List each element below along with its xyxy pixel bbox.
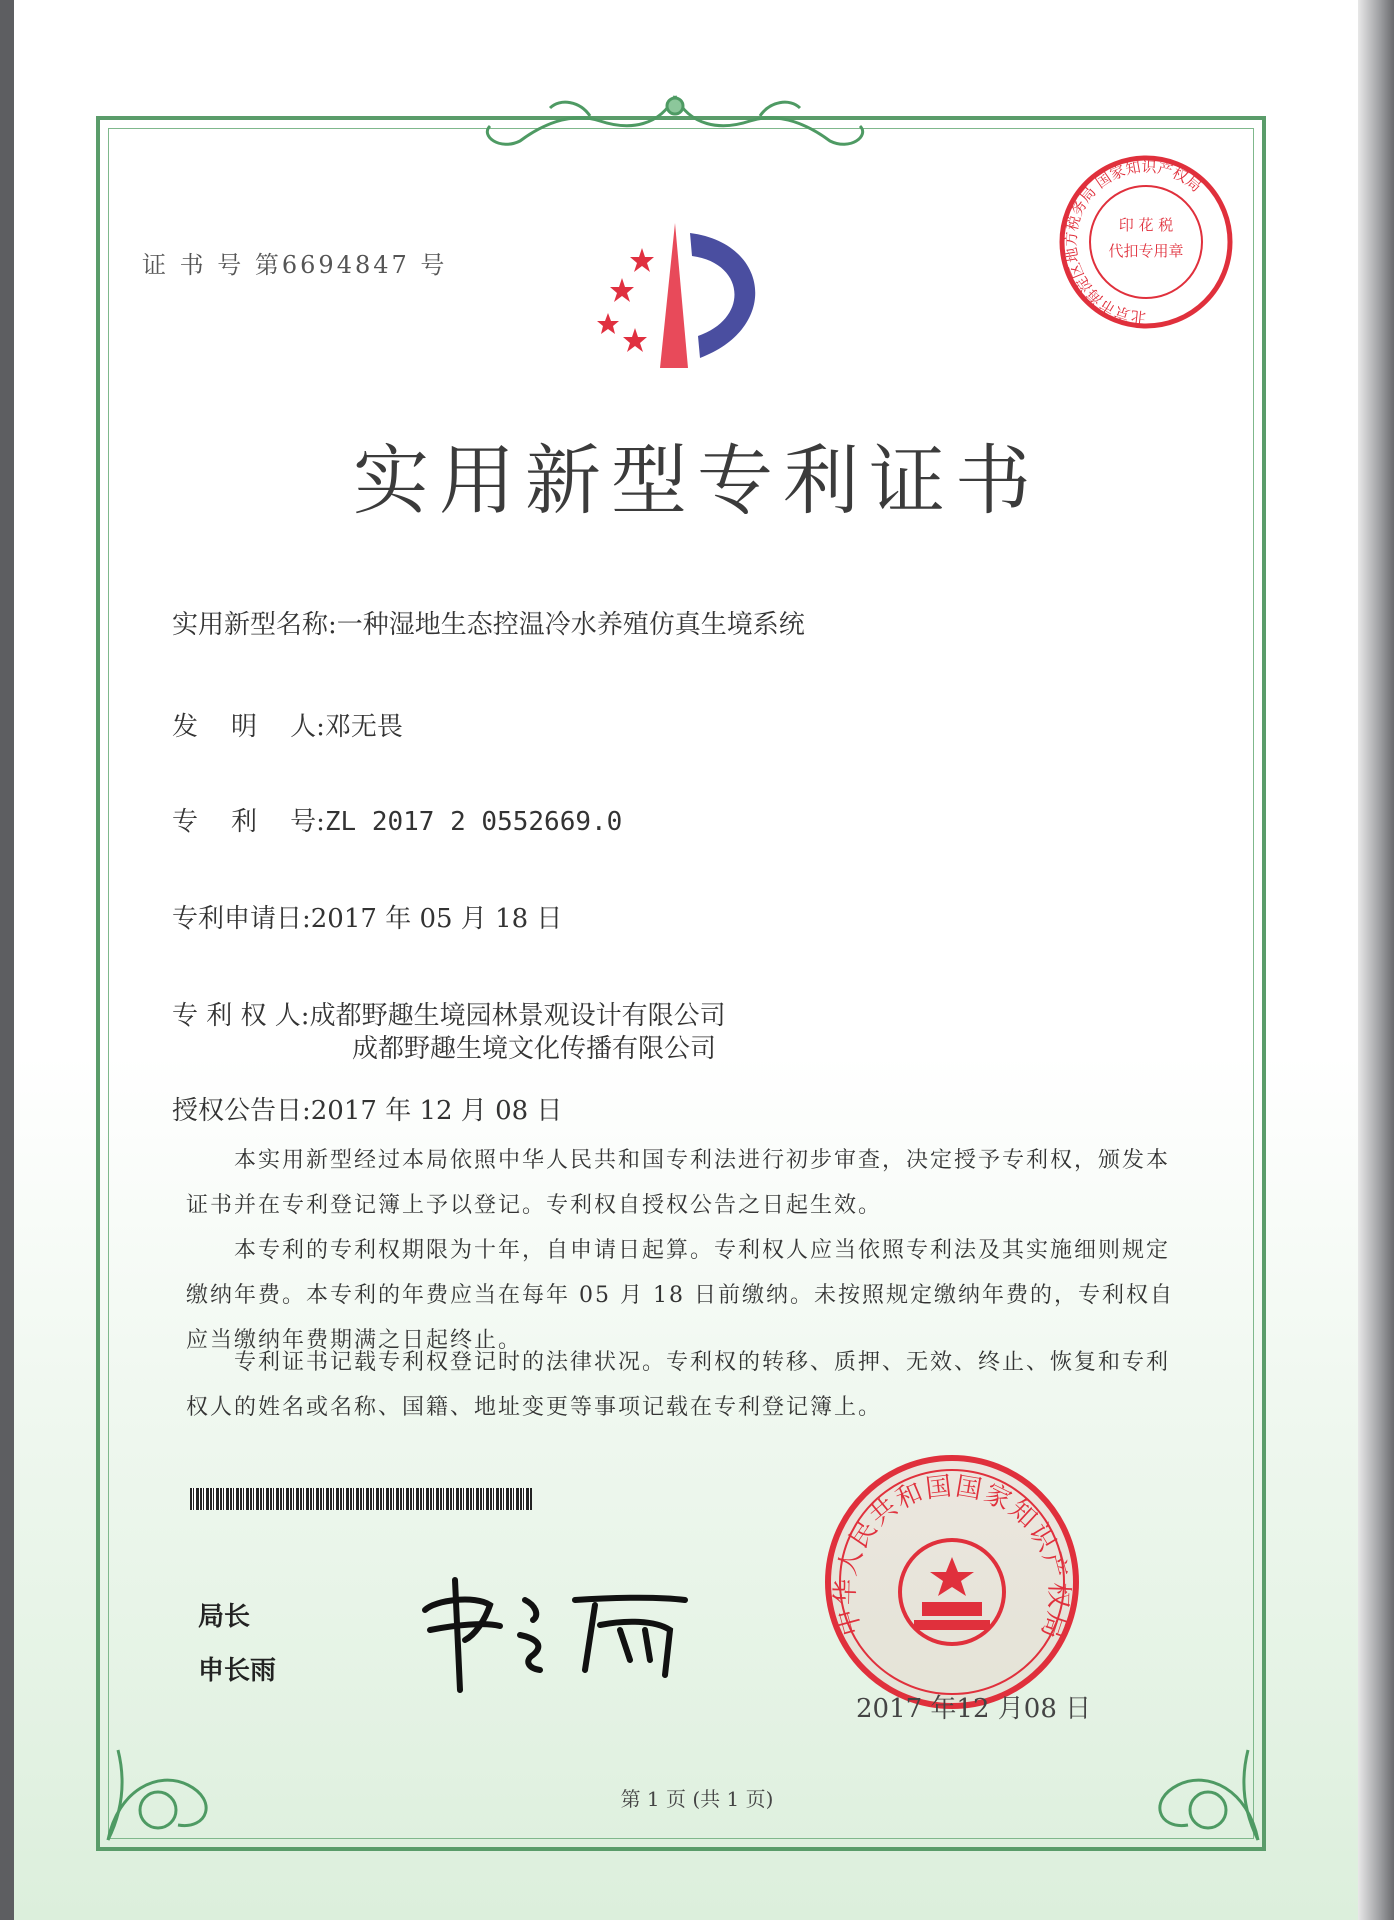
field-value: 一种湿地生态控温冷水养殖仿真生境系统 — [336, 610, 805, 640]
field-filing-date — [172, 898, 562, 935]
field-patentee — [172, 995, 726, 1032]
top-ornament — [470, 86, 880, 156]
paragraph-2: 本专利的专利权期限为十年，自申请日起算。专利权人应当依照专利法及其实施细则规定缴纳年费。本专利的年费应当在每年 05 月 18 日前缴纳。未按照规定缴纳年费的，专利权自应当缴纳年费期满之日起终止。 — [186, 1238, 1174, 1353]
signatory-name: 申长雨 — [198, 1656, 277, 1686]
field-label: 授权公告日: — [172, 1096, 311, 1126]
field-grant-date — [172, 1090, 562, 1127]
field-patent-number — [172, 801, 622, 838]
tax-stamp-seal — [1056, 152, 1236, 332]
tax-stamp-center-1: 印 花 税 — [1118, 216, 1174, 234]
office-seal-ring-text: 中华人民共和国国家知识产权局 — [830, 1471, 1074, 1645]
page-number: 第 1 页 (共 1 页) — [620, 1787, 774, 1811]
field-patentee-second — [352, 1028, 716, 1065]
handwritten-signature — [415, 1560, 705, 1700]
field-value: ZL 2017 2 0552669.0 — [324, 807, 623, 837]
field-value: 2017 年 12 月 08 日 — [310, 1096, 563, 1126]
certificate-number: 证 书 号 第6694847 号 — [142, 251, 448, 279]
tax-stamp-ring-text: 北京市海淀区地方税务局 国家知识产权局 — [1061, 157, 1206, 327]
field-value: 2017 年 05 月 18 日 — [310, 904, 563, 934]
patent-office-logo — [580, 218, 780, 378]
field-label: 专 利 号: — [172, 807, 325, 837]
field-label: 实用新型名称: — [172, 610, 337, 640]
paragraph-1: 本实用新型经过本局依照中华人民共和国专利法进行初步审查，决定授予专利权，颁发本证书并在专利登记簿上予以登记。专利权自授权公告之日起生效。 — [186, 1148, 1171, 1218]
field-label: 发 明 人: — [172, 712, 325, 742]
certificate-title: 实用新型专利证书 — [353, 436, 1041, 525]
field-inventor — [172, 706, 403, 743]
signatory-title: 局长 — [198, 1602, 251, 1632]
seal-date: 2017 年12 月08 日 — [856, 1694, 1092, 1724]
office-seal — [822, 1452, 1082, 1712]
field-value: 邓无畏 — [324, 712, 403, 742]
field-label: 专利申请日: — [172, 904, 311, 934]
field-label: 专 利 权 人: — [172, 1001, 310, 1031]
scan-edge — [1358, 0, 1394, 1920]
field-value: 成都野趣生境园林景观设计有限公司 — [309, 1001, 726, 1031]
field-model-name — [172, 604, 805, 641]
paragraph-3: 专利证书记载专利权登记时的法律状况。专利权的转移、质押、无效、终止、恢复和专利权人的姓名或名称、国籍、地址变更等事项记载在专利登记簿上。 — [186, 1350, 1171, 1420]
tax-stamp-center-2: 代扣专用章 — [1108, 242, 1184, 260]
barcode — [190, 1488, 532, 1510]
field-value: 成都野趣生境文化传播有限公司 — [352, 1034, 717, 1064]
